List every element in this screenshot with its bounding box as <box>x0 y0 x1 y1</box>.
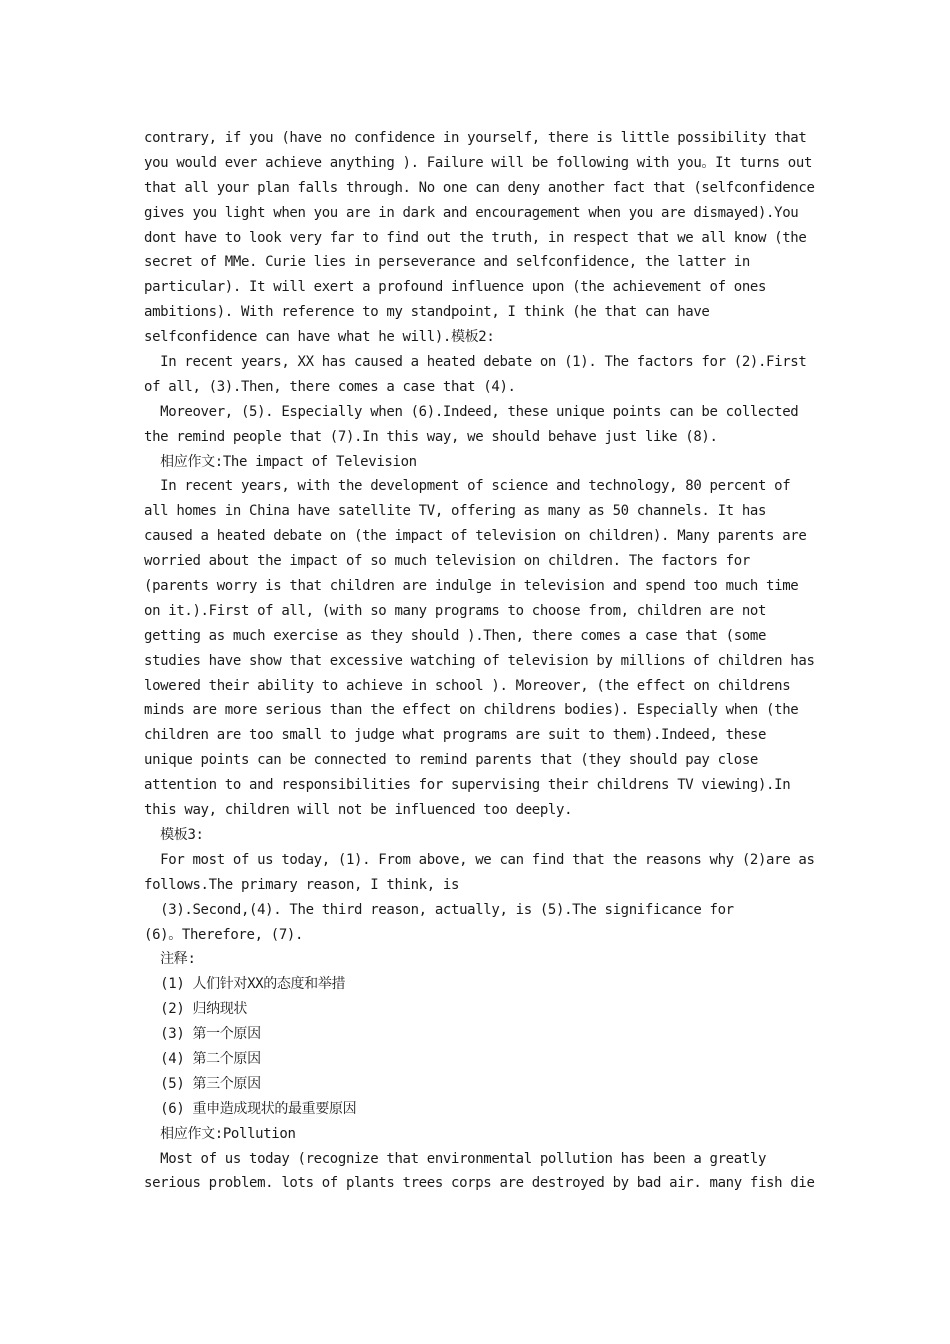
text-line: (parents worry is that children are indulge in television and spend too much time <box>144 578 799 595</box>
text-line: dont have to look very far to find out the truth, in respect that we all know (the <box>144 229 807 246</box>
notes-heading: 注释: <box>144 951 196 968</box>
text-line: lowered their ability to achieve in school ). Moreover, (the effect on childrens <box>144 677 791 694</box>
text-line: (3).Second,(4). The third reason, actually, is (5).The significance for <box>144 901 734 918</box>
text-line: the remind people that (7).In this way, we should behave just like (8). <box>144 428 718 445</box>
text-line: you would ever achieve anything ). Failure will be following with you。It turns out <box>144 154 813 171</box>
text-line: worried about the impact of so much television on children. The factors for <box>144 553 750 570</box>
text-line: (6)。Therefore, (7). <box>144 926 304 943</box>
text-line: that all your plan falls through. No one can deny another fact that (selfconfidence <box>144 179 815 196</box>
note-item: (3) 第一个原因 <box>144 1026 261 1043</box>
text-line: ambitions). With reference to my standpoint, I think (he that can have <box>144 304 710 321</box>
text-line: follows.The primary reason, I think, is <box>144 876 460 893</box>
text-line: getting as much exercise as they should ).Then, there comes a case that (some <box>144 627 767 644</box>
text-line: all homes in China have satellite TV, offering as many as 50 channels. It has <box>144 503 767 520</box>
note-item: (5) 第三个原因 <box>144 1075 261 1092</box>
document-body <box>144 126 815 1196</box>
text-line: minds are more serious than the effect on childrens bodies). Especially when (the <box>144 702 799 719</box>
text-line: of all, (3).Then, there comes a case that (4). <box>144 378 516 395</box>
text-line: unique points can be connected to remind parents that (they should pay close <box>144 752 758 769</box>
text-line: children are too small to judge what programs are suit to them).Indeed, these <box>144 727 767 744</box>
text-line: In recent years, with the development of science and technology, 80 percent of <box>144 478 791 495</box>
text-line: contrary, if you (have no confidence in yourself, there is little possibility that <box>144 130 807 146</box>
text-line: Moreover, (5). Especially when (6).Indeed, these unique points can be collected <box>144 403 799 420</box>
text-line: caused a heated debate on (the impact of television on children). Many parents are <box>144 528 807 545</box>
essay-title-television: 相应作文:The impact of Television <box>144 453 417 470</box>
text-line: secret of MMe. Curie lies in perseverance and selfconfidence, the latter in <box>144 254 750 271</box>
text-line: gives you light when you are in dark and encouragement when you are dismayed).You <box>144 204 799 221</box>
text-line: studies have show that excessive watching of television by millions of children has <box>144 652 815 669</box>
essay-title-pollution: 相应作文:Pollution <box>144 1125 296 1142</box>
note-item: (6) 重申造成现状的最重要原因 <box>144 1100 357 1117</box>
text-line: particular). It will exert a profound influence upon (the achievement of ones <box>144 279 767 296</box>
text-line: serious problem. lots of plants trees corps are destroyed by bad air. many fish die <box>144 1175 815 1192</box>
text-line: this way, children will not be influenced too deeply. <box>144 802 573 819</box>
note-item: (2) 归纳现状 <box>144 1001 248 1018</box>
note-item: (4) 第二个原因 <box>144 1050 261 1067</box>
text-line: Most of us today (recognize that environmental pollution has been a greatly <box>144 1150 767 1167</box>
text-line: attention to and responsibilities for supervising their childrens TV viewing).In <box>144 777 791 794</box>
text-line: In recent years, XX has caused a heated debate on (1). The factors for (2).First <box>144 354 807 371</box>
text-line: For most of us today, (1). From above, we can find that the reasons why (2)are as <box>144 851 815 868</box>
note-item: (1) 人们针对XX的态度和举措 <box>144 976 346 993</box>
template-3-heading: 模板3: <box>144 826 204 843</box>
template-2-heading-line: selfconfidence can have what he will).模板2: <box>144 329 495 346</box>
text-line: on it.).First of all, (with so many programs to choose from, children are not <box>144 602 767 619</box>
